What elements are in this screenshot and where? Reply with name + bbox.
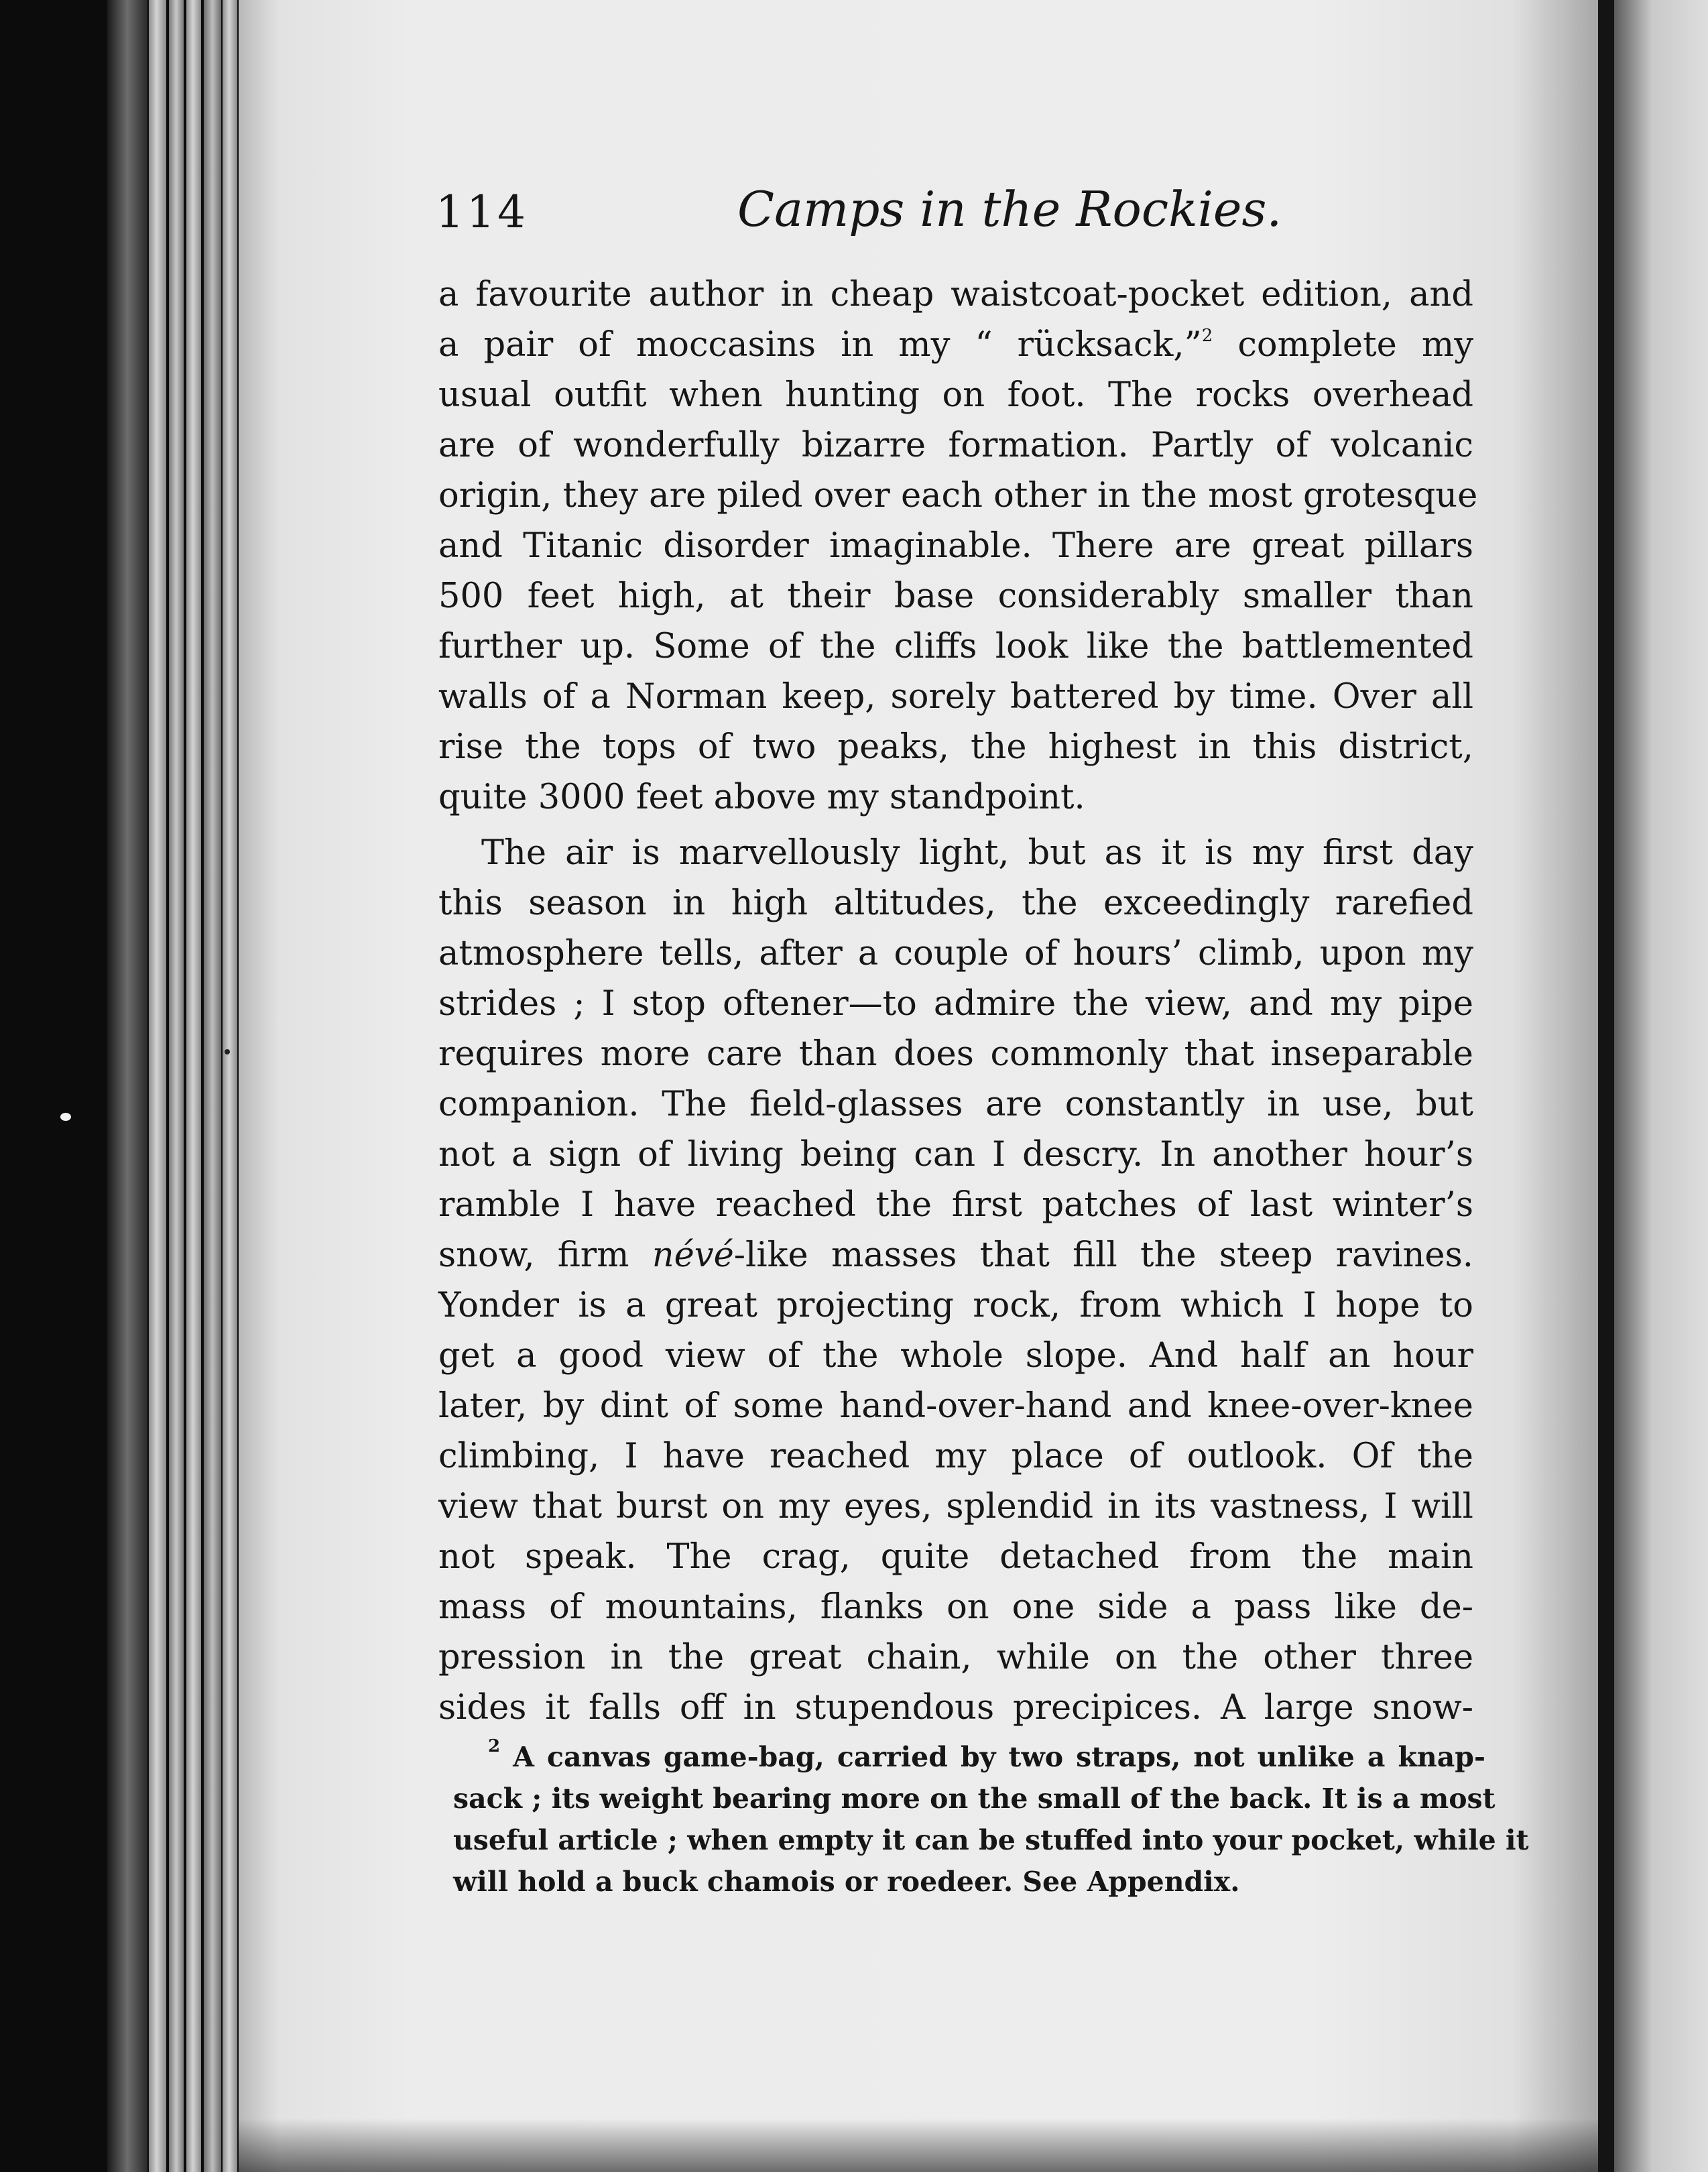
text-line: origin, they are piled over each other in the most grotesque [438, 476, 1478, 516]
text-line: pression in the great chain, while on the other three [438, 1638, 1473, 1677]
text-fragment: A canvas game-bag, carried by two straps, not unlike a knap- [513, 1741, 1485, 1773]
text-line: get a good view of the whole slope. And half an hour [438, 1336, 1473, 1376]
text-line: atmosphere tells, after a couple of hours’ climb, upon my [438, 934, 1473, 973]
text-line [438, 320, 1473, 370]
italic-word: névé [652, 1235, 734, 1275]
footnote-line [453, 1736, 1485, 1778]
page-edge [223, 0, 237, 2172]
footnote-line: will hold a buck chamois or roedeer. See Appendix. [453, 1866, 1240, 1898]
text-line: climbing, I have reached my place of outlook. Of the [438, 1437, 1473, 1476]
page-number: 114 [436, 186, 528, 238]
page-edge [186, 0, 201, 2172]
page-edge [107, 0, 147, 2172]
text-line: this season in high altitudes, the exceedingly rarefied [438, 884, 1473, 923]
text-line: 500 feet high, at their base considerably smaller than [438, 577, 1473, 616]
text-line: are of wonderfully bizarre formation. Partly of volcanic [438, 426, 1473, 465]
footnote-line: useful article ; when empty it can be stuffed into your pocket, while it [453, 1824, 1529, 1856]
text-line: sides it falls off in stupendous precipices. A large snow- [438, 1688, 1473, 1728]
text-line: further up. Some of the cliffs look like the battlemented [438, 627, 1473, 666]
text-line: a favourite author in cheap waistcoat-pocket edition, and [438, 275, 1473, 314]
footnote-marker: 2 [488, 1736, 501, 1756]
text-line: Yonder is a great projecting rock, from which I hope to [438, 1286, 1473, 1325]
text-fragment: a pair of moccasins in my “ rücksack,” [438, 325, 1202, 365]
body-text [438, 269, 1478, 1733]
book-gutter [1598, 0, 1614, 2172]
text-fragment: snow, firm [438, 1235, 629, 1275]
text-line [438, 1230, 1473, 1280]
text-line: later, by dint of some hand-over-hand and knee-over-knee [438, 1386, 1473, 1426]
scan-speck [60, 1113, 71, 1121]
text-line: requires more care than does commonly that inseparable [438, 1034, 1473, 1074]
page-edge [204, 0, 221, 2172]
text-line: not speak. The crag, quite detached from the main [438, 1537, 1473, 1577]
text-line: usual outfit when hunting on foot. The rocks overhead [438, 375, 1473, 415]
text-line: mass of mountains, flanks on one side a pass like de- [438, 1587, 1473, 1627]
page-bottom-shadow [239, 2118, 1598, 2172]
footnote-line: sack ; its weight bearing more on the small of the back. It is a most [453, 1783, 1496, 1815]
text-line: not a sign of living being can I descry. In another hour’s [438, 1135, 1473, 1174]
scan-speck [225, 1049, 230, 1054]
page-edge [169, 0, 184, 2172]
text-line: ramble I have reached the first patches of last winter’s [438, 1185, 1473, 1225]
text-line: strides ; I stop oftener—to admire the view, and my pipe [438, 984, 1473, 1024]
footnote [453, 1736, 1529, 1903]
running-head [436, 181, 1481, 248]
page-edge [149, 0, 166, 2172]
facing-page-edge [1614, 0, 1708, 2172]
text-line: quite 3000 feet above my standpoint. [438, 778, 1085, 817]
text-line: walls of a Norman keep, sorely battered by time. Over all [438, 677, 1473, 717]
text-line: and Titanic disorder imaginable. There are great pillars [438, 526, 1473, 566]
text-fragment: -like masses that fill the steep ravines. [733, 1235, 1473, 1275]
footnote-reference: 2 [1201, 326, 1213, 346]
text-line: rise the tops of two peaks, the highest in this district, [438, 727, 1473, 767]
text-line: The air is marvellously light, but as it is my first day [481, 833, 1473, 873]
text-fragment: complete my [1237, 325, 1474, 365]
text-line: companion. The field-glasses are constantly in use, but [438, 1085, 1473, 1124]
running-title: Camps in the Rockies. [737, 181, 1282, 237]
text-line: view that burst on my eyes, splendid in its vastness, I will [438, 1487, 1473, 1526]
